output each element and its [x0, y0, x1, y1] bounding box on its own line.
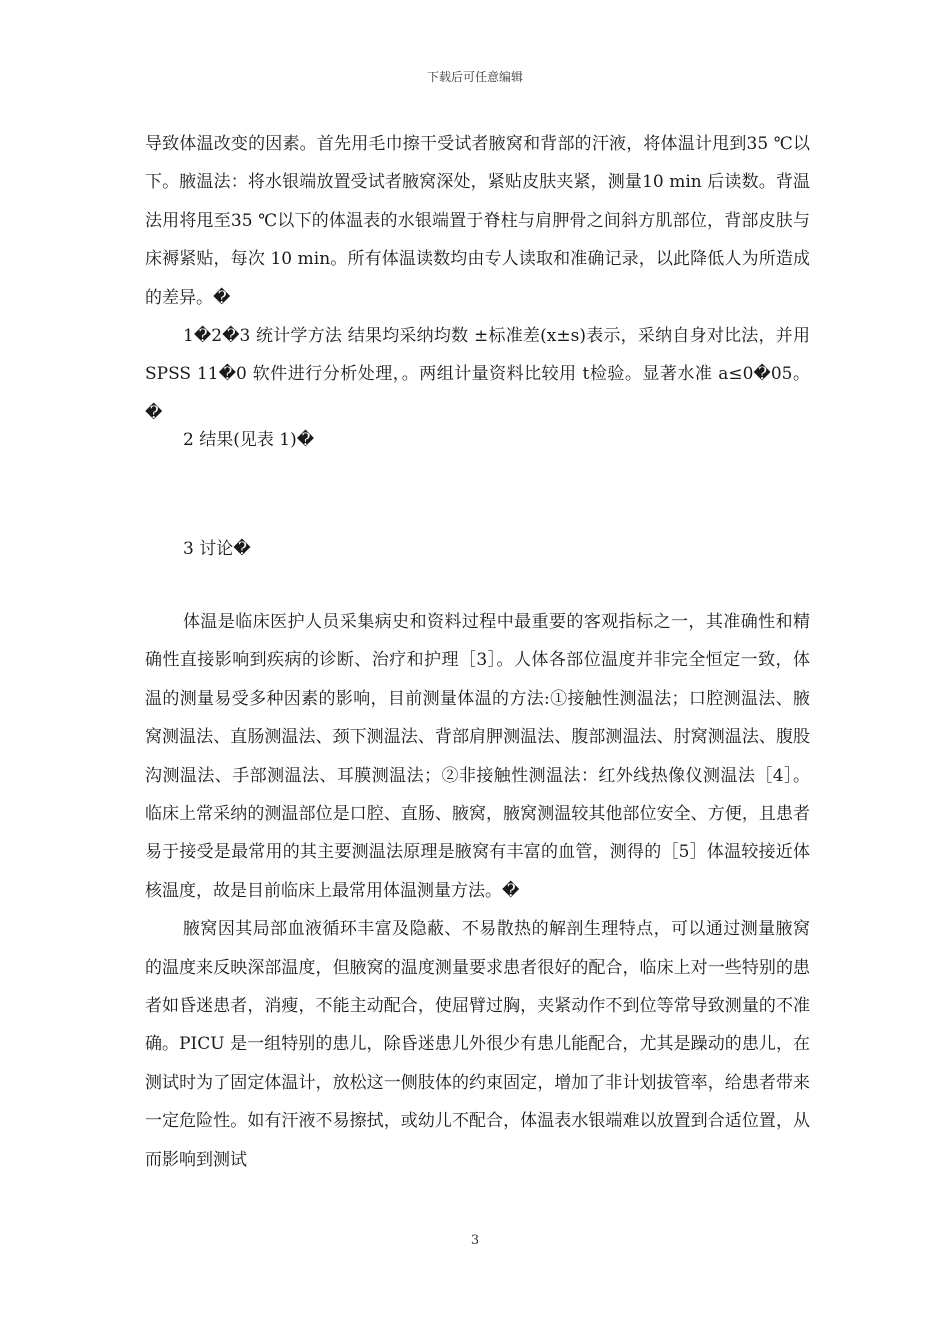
discussion-paragraph-2: 腋窝因其局部血液循环丰富及隐蔽、不易散热的解剖生理特点，可以通过测量腋窝的温度来反映深部温度，但腋窝的温度测量要求患者很好的配合，临床上对一些特别的患者如昏迷患者，消瘦，不能主动配合，使屈臂过胸，夹紧动作不到位等常导致测量的不准确。PICU 是一组特别的患儿，除昏迷患儿外很少有患儿能配合，尤其是躁动的患儿，在测试时为了固定体温计，放松这一侧肢体的约束固定，增加了非计划拔管率，给患者带来一定危险性。如有汗液不易擦拭，或幼儿不配合，体温表水银端难以放置到合适位置，从而影响到测试: [145, 919, 810, 1170]
statistics-paragraph: 1�2�3 统计学方法 结果均采纳均数 ±标准差(x±s)表示，采纳自身对比法，并用 SPSS 11�0 软件进行分析处理，。两组计量资料比较用 t检验。显著水准 a≤0�05。�: [145, 326, 810, 423]
results-heading: 2 结果(见表 1)�: [183, 430, 315, 450]
page-number: 3: [470, 1233, 480, 1248]
page-header: 下载后可任意编辑: [426, 70, 523, 84]
methods-section: [145, 125, 810, 432]
methods-paragraph: 导致体温改变的因素。首先用毛巾擦干受试者腋窝和背部的汗液，将体温计甩到35 ℃以下。腋温法：将水银端放置受试者腋窝深处，紧贴皮肤夹紧，测量10 min 后读数。背温法用将甩至35 ℃以下的体温表的水银端置于脊柱与肩胛骨之间斜方肌部位，背部皮肤与床褥紧贴，每次 10 min。所有体温读数均由专人读取和准确记录，以此降低人为所造成的差异。�: [145, 134, 810, 308]
discussion-heading: 3 讨论�: [183, 539, 251, 559]
discussion-section: [145, 603, 810, 1179]
discussion-paragraph-1: 体温是临床医护人员采集病史和资料过程中最重要的客观指标之一，其准确性和精确性直接影响到疾病的诊断、治疗和护理［3］。人体各部位温度并非完全恒定一致，体温的测量易受多种因素的影响，目前测量体温的方法:①接触性测温法；口腔测温法、腋窝测温法、直肠测温法、颈下测温法、背部肩胛测温法、腹部测温法、肘窝测温法、腹股沟测温法、手部测温法、耳膜测温法；②非接触性测温法：红外线热像仪测温法［4］。临床上常采纳的测温部位是口腔、直肠、腋窝，腋窝测温较其他部位安全、方便，且患者易于接受是最常用的其主要测温法原理是腋窝有丰富的血管，测得的［5］体温较接近体核温度，故是目前临床上最常用体温测量方法。�: [145, 612, 810, 901]
